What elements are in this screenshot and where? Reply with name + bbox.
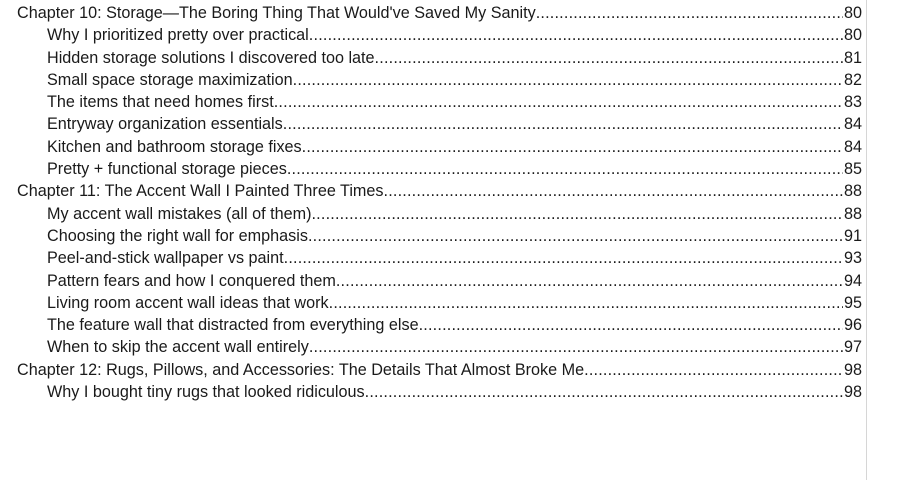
toc-dot-leader: [287, 158, 843, 180]
toc-section-entry[interactable]: [17, 91, 862, 113]
toc-page-number: 85: [843, 160, 862, 179]
toc-entry-title: Hidden storage solutions I discovered too late: [47, 48, 375, 67]
toc-entry-title: Living room accent wall ideas that work: [47, 293, 329, 312]
toc-page-number: 80: [843, 26, 862, 45]
toc-dot-leader: [375, 47, 843, 69]
toc-dot-leader: [283, 113, 843, 135]
toc-page-number: 81: [843, 48, 862, 67]
toc-dot-leader: [584, 359, 843, 381]
toc-chapter-entry[interactable]: [17, 180, 862, 202]
table-of-contents: [17, 2, 862, 403]
toc-entry-title: Entryway organization essentials: [47, 115, 283, 134]
page-edge-divider: [866, 0, 867, 480]
toc-page-number: 80: [843, 4, 862, 22]
toc-dot-leader: [308, 225, 843, 247]
toc-section-entry[interactable]: [17, 247, 862, 269]
toc-dot-leader: [274, 91, 843, 113]
toc-page-number: 91: [843, 226, 862, 245]
toc-page-number: 93: [843, 249, 862, 268]
toc-entry-title: The feature wall that distracted from everything else: [47, 316, 419, 335]
toc-section-entry[interactable]: [17, 314, 862, 336]
toc-dot-leader: [302, 136, 843, 158]
toc-entry-title: My accent wall mistakes (all of them): [47, 204, 312, 223]
toc-entry-title: Why I bought tiny rugs that looked ridiculous: [47, 383, 365, 402]
toc-page-number: 84: [843, 115, 862, 134]
toc-page-number: 88: [843, 204, 862, 223]
toc-page-number: 98: [843, 383, 862, 402]
toc-entry-title: Chapter 12: Rugs, Pillows, and Accessories: The Details That Almost Broke Me: [17, 360, 585, 379]
toc-section-entry[interactable]: [17, 381, 862, 403]
toc-dot-leader: [419, 314, 843, 336]
toc-dot-leader: [536, 2, 843, 24]
toc-dot-leader: [293, 69, 843, 91]
toc-entry-title: Why I prioritized pretty over practical: [47, 26, 309, 45]
toc-page-number: 95: [843, 293, 862, 312]
toc-dot-leader: [365, 381, 843, 403]
toc-entry-title: Chapter 11: The Accent Wall I Painted Three Times: [17, 182, 384, 201]
toc-page-number: 82: [843, 70, 862, 89]
toc-entry-title: Small space storage maximization: [47, 70, 293, 89]
toc-dot-leader: [384, 180, 843, 202]
toc-entry-title: Chapter 10: Storage—The Boring Thing That Would've Saved My Sanity: [17, 4, 536, 22]
toc-chapter-entry[interactable]: [17, 359, 862, 381]
toc-chapter-entry[interactable]: [17, 2, 862, 24]
toc-section-entry[interactable]: [17, 270, 862, 292]
toc-entry-title: Choosing the right wall for emphasis: [47, 226, 308, 245]
toc-section-entry[interactable]: [17, 292, 862, 314]
toc-dot-leader: [284, 247, 843, 269]
toc-dot-leader: [309, 336, 843, 358]
toc-dot-leader: [309, 24, 843, 46]
toc-dot-leader: [329, 292, 843, 314]
toc-entry-title: The items that need homes first: [47, 93, 274, 112]
toc-entry-title: Peel-and-stick wallpaper vs paint: [47, 249, 284, 268]
toc-page-number: 96: [843, 316, 862, 335]
toc-section-entry[interactable]: [17, 336, 862, 358]
toc-entry-title: Kitchen and bathroom storage fixes: [47, 137, 302, 156]
toc-section-entry[interactable]: [17, 24, 862, 46]
toc-section-entry[interactable]: [17, 69, 862, 91]
toc-page-number: 83: [843, 93, 862, 112]
toc-entry-title: Pretty + functional storage pieces: [47, 160, 287, 179]
toc-section-entry[interactable]: [17, 136, 862, 158]
toc-entry-title: When to skip the accent wall entirely: [47, 338, 309, 357]
toc-section-entry[interactable]: [17, 225, 862, 247]
toc-dot-leader: [336, 270, 843, 292]
toc-dot-leader: [311, 203, 843, 225]
toc-page-number: 88: [843, 182, 862, 201]
toc-section-entry[interactable]: [17, 113, 862, 135]
toc-page-number: 94: [843, 271, 862, 290]
toc-page-number: 97: [843, 338, 862, 357]
toc-page-number: 84: [843, 137, 862, 156]
toc-section-entry[interactable]: [17, 47, 862, 69]
toc-entry-title: Pattern fears and how I conquered them: [47, 271, 336, 290]
toc-page-number: 98: [843, 360, 862, 379]
toc-section-entry[interactable]: [17, 203, 862, 225]
toc-section-entry[interactable]: [17, 158, 862, 180]
